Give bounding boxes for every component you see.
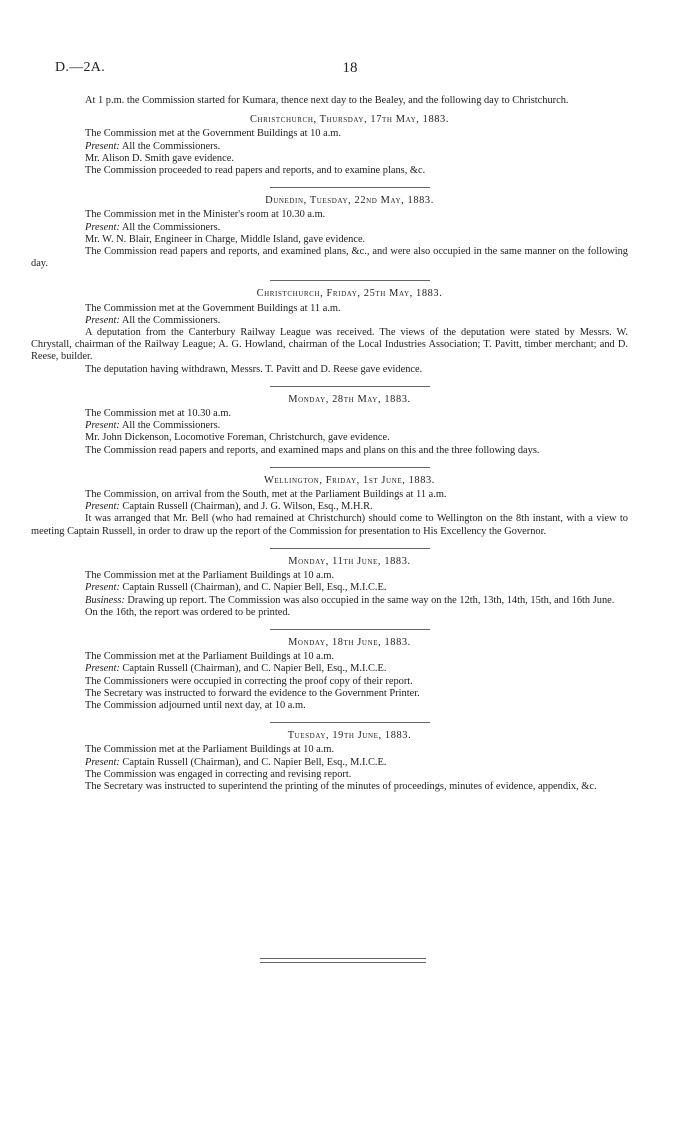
- minutes-section: [31, 475, 628, 549]
- section-heading: Christchurch, Thursday, 17th May, 1883.: [249, 114, 450, 126]
- minutes-line: [31, 165, 628, 177]
- line-text: A deputation from the Canterbury Railway League was received. The views of the deputation were stated by Messrs. W. Chrystall, chairman of the Railway League; A. G. Howland, chairman of the Local Industries Association; T. Pavitt, timber merchant; and D. Reese, builder.: [31, 327, 628, 363]
- minutes-line: [31, 445, 628, 457]
- minutes-section: [31, 195, 628, 281]
- line-text: The Commission proceeded to read papers and reports, and to examine plans, &c.: [85, 165, 426, 177]
- minutes-line: [31, 769, 628, 781]
- minutes-line: [31, 513, 628, 537]
- minutes-section: [31, 556, 628, 630]
- line-text: Captain Russell (Chairman), and C. Napier Bell, Esq., M.I.C.E.: [119, 756, 387, 768]
- line-text: The Commission met at the Parliament Buildings at 10 a.m.: [85, 570, 335, 582]
- line-label: Present:: [85, 663, 120, 675]
- line-text: Captain Russell (Chairman), and C. Napier Bell, Esq., M.I.C.E.: [119, 663, 387, 675]
- section-divider: [270, 629, 430, 630]
- line-label: Present:: [85, 756, 120, 768]
- line-label: Present:: [85, 582, 120, 594]
- section-divider: [270, 548, 430, 549]
- line-text: The Commission adjourned until next day, at 10 a.m.: [85, 699, 306, 711]
- line-text: Mr. John Dickenson, Locomotive Foreman, Christchurch, gave evidence.: [85, 432, 390, 444]
- document-body: [31, 95, 628, 793]
- line-text: The Commission, on arrival from the South, met at the Parliament Buildings at 11 a.m.: [85, 489, 447, 501]
- line-text: The Commission met at the Government Buildings at 10 a.m.: [85, 128, 341, 140]
- minutes-line: [31, 246, 628, 270]
- line-text: On the 16th, the report was ordered to be printed.: [85, 606, 291, 618]
- line-label: Present:: [85, 314, 120, 326]
- line-text: The Secretary was instructed to superintend the printing of the minutes of proceedings, minutes of evidence, appendix, &c.: [85, 780, 597, 792]
- minutes-line: [31, 222, 628, 234]
- section-divider: [270, 722, 430, 723]
- section-divider: [270, 386, 430, 387]
- section-heading: Wellington, Friday, 1st June, 1883.: [264, 474, 435, 486]
- line-label: Present:: [85, 140, 120, 152]
- minutes-line: [31, 209, 628, 221]
- minutes-line: [31, 744, 628, 756]
- section-heading: Monday, 11th June, 1883.: [288, 555, 411, 567]
- line-text: The Commission met at the Parliament Buildings at 10 a.m.: [85, 651, 335, 663]
- minutes-line: [31, 141, 628, 153]
- line-text: The Commissioners were occupied in correcting the proof copy of their report.: [85, 675, 413, 687]
- minutes-line: [31, 364, 628, 376]
- minutes-section: [31, 637, 628, 723]
- line-text: The Secretary was instructed to forward the evidence to the Government Printer.: [85, 687, 420, 699]
- line-label: Present:: [85, 221, 120, 233]
- line-label: Business:: [85, 594, 125, 606]
- line-text: Drawing up report. The Commission was also occupied in the same way on the 12th, 13th, 14th, 15th, and 16th June.: [124, 594, 615, 606]
- line-text: The Commission met at the Parliament Buildings at 10 a.m.: [85, 744, 335, 756]
- line-label: Present:: [85, 420, 120, 432]
- minutes-line: [31, 408, 628, 420]
- minutes-line: [31, 501, 628, 513]
- minutes-line: [31, 327, 628, 364]
- minutes-line: [31, 489, 628, 501]
- page-header: [55, 62, 645, 80]
- line-text: The Commission met at 10.30 a.m.: [85, 408, 232, 420]
- minutes-line: [31, 688, 628, 700]
- line-text: All the Commissioners.: [119, 420, 221, 432]
- section-heading: Tuesday, 19th June, 1883.: [287, 730, 412, 742]
- minutes-line: [31, 153, 628, 165]
- line-text: It was arranged that Mr. Bell (who had remained at Christchurch) should come to Wellington on the 8th instant, with a view to meeting Captain Russell, in order to draw up the report of the Commission for presentation to His Excellency the Governor.: [31, 513, 628, 537]
- minutes-line: [31, 303, 628, 315]
- minutes-line: [31, 676, 628, 688]
- intro-paragraph: At 1 p.m. the Commission started for Kumara, thence next day to the Bealey, and the following day to Christchurch.: [85, 95, 569, 106]
- line-text: Mr. Alison D. Smith gave evidence.: [85, 152, 234, 164]
- section-heading: Christchurch, Friday, 25th May, 1883.: [256, 288, 443, 300]
- line-label: Present:: [85, 501, 120, 513]
- line-text: The Commission read papers and reports, and examined plans, &c., and were also occupied in the same manner on the following day.: [31, 246, 628, 270]
- line-text: The Commission was engaged in correcting and revising report.: [85, 768, 352, 780]
- line-text: Captain Russell (Chairman), and J. G. Wilson, Esq., M.H.R.: [119, 501, 373, 513]
- section-heading: Monday, 28th May, 1883.: [288, 393, 411, 405]
- document-reference: D.—2A.: [55, 60, 106, 75]
- minutes-section: [31, 394, 628, 468]
- minutes-line: [31, 700, 628, 712]
- section-heading: Monday, 18th June, 1883.: [288, 636, 411, 648]
- line-text: The Commission met in the Minister's room at 10.30 a.m.: [85, 209, 326, 221]
- section-heading: Dunedin, Tuesday, 22nd May, 1883.: [265, 195, 434, 207]
- minutes-line: [31, 234, 628, 246]
- section-divider: [270, 280, 430, 281]
- closing-double-rule: [260, 958, 426, 963]
- page-number: 18: [342, 60, 358, 76]
- minutes-line: [31, 757, 628, 769]
- section-divider: [270, 187, 430, 188]
- minutes-line: [31, 663, 628, 675]
- line-text: The Commission read papers and reports, and examined maps and plans on this and the three following days.: [85, 444, 540, 456]
- minutes-line: [31, 128, 628, 140]
- minutes-line: [31, 570, 628, 582]
- minutes-section: [31, 288, 628, 386]
- minutes-line: [31, 315, 628, 327]
- minutes-line: [31, 651, 628, 663]
- minutes-line: [31, 582, 628, 594]
- section-divider: [270, 467, 430, 468]
- line-text: All the Commissioners.: [119, 221, 221, 233]
- line-text: All the Commissioners.: [119, 140, 221, 152]
- line-text: The Commission met at the Government Buildings at 11 a.m.: [85, 302, 341, 314]
- line-text: Captain Russell (Chairman), and C. Napier Bell, Esq., M.I.C.E.: [119, 582, 387, 594]
- minutes-section: [31, 730, 628, 793]
- minutes-section: [31, 114, 628, 188]
- line-text: All the Commissioners.: [119, 314, 221, 326]
- minutes-line: [31, 607, 628, 619]
- line-text: The deputation having withdrawn, Messrs. T. Pavitt and D. Reese gave evidence.: [85, 363, 423, 375]
- minutes-line: [31, 420, 628, 432]
- minutes-line: [31, 781, 628, 793]
- line-text: Mr. W. N. Blair, Engineer in Charge, Middle Island, gave evidence.: [85, 233, 366, 245]
- minutes-line: [31, 595, 628, 607]
- minutes-line: [31, 432, 628, 444]
